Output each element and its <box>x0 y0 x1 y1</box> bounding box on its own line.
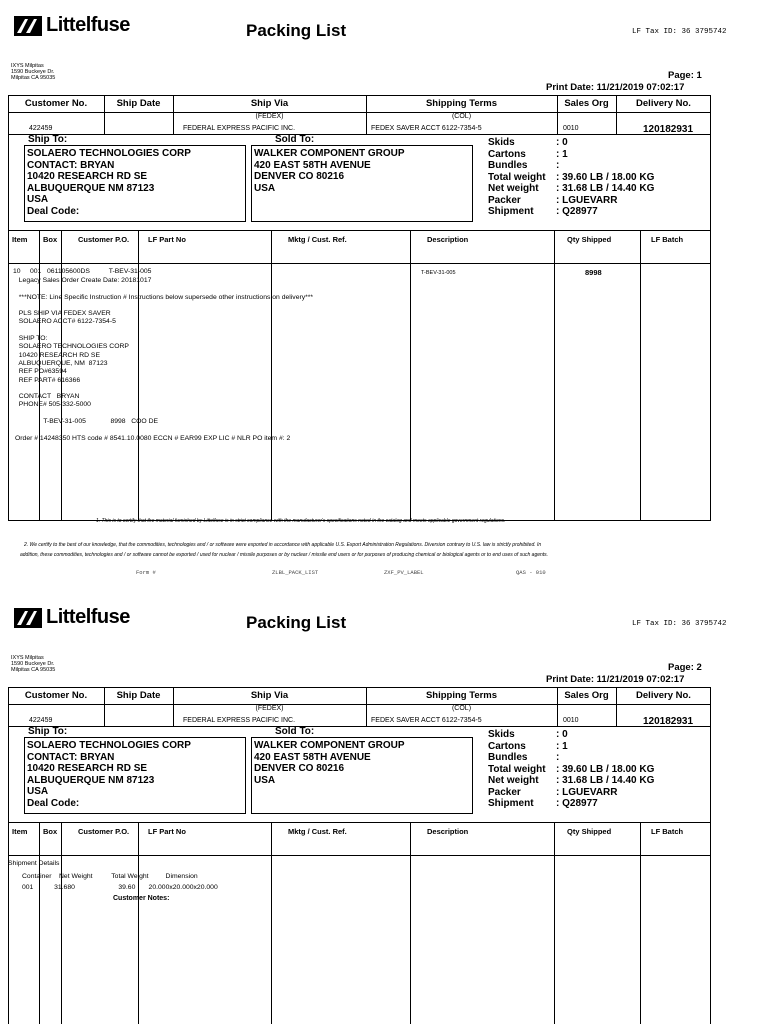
info-key: Total weight <box>488 171 546 183</box>
info-value: : 1 <box>556 740 568 752</box>
col-customer-po: Customer P.O. <box>78 235 130 244</box>
col-mktg-ref: Mktg / Cust. Ref. <box>288 827 347 836</box>
col-customer-po: Customer P.O. <box>78 827 130 836</box>
col-item: Item <box>12 827 28 836</box>
sold-to-line: 420 EAST 58TH AVENUE <box>254 751 371 763</box>
sender-line: Milpitas CA 95035 <box>11 75 56 81</box>
col-box: Box <box>43 827 58 836</box>
sales-org-value: 0010 <box>563 125 579 132</box>
ship-to-line: CONTACT: BRYAN <box>27 751 115 763</box>
ship-via-value: FEDERAL EXPRESS PACIFIC INC. <box>183 125 296 132</box>
company-name: Littelfuse <box>46 606 130 628</box>
littelfuse-logo-icon <box>14 608 42 628</box>
sold-to-label: Sold To: <box>275 726 315 737</box>
col-lf-part-no: LF Part No <box>148 235 186 244</box>
ship-to-line: Deal Code: <box>27 797 80 809</box>
sold-to-line: 420 EAST 58TH AVENUE <box>254 159 371 171</box>
info-key: Net weight <box>488 775 539 786</box>
col-ship-date: Ship Date <box>116 690 161 701</box>
ship-to-line: SOLAERO TECHNOLOGIES CORP <box>27 740 191 751</box>
col-description: Description <box>427 827 469 836</box>
col-delivery-no: Delivery No. <box>636 690 691 701</box>
page-number: Page: 2 <box>668 662 702 673</box>
page-2 <box>0 592 768 1024</box>
ship-to-label: Ship To: <box>28 134 68 145</box>
col-shipping-terms: Shipping Terms <box>425 690 498 701</box>
info-key: Total weight <box>488 763 546 775</box>
shipping-terms-value: FEDEX SAVER ACCT 6122-7354-5 <box>371 125 482 132</box>
info-value: : 31.68 LB / 14.40 KG <box>556 775 655 786</box>
tax-id: LF Tax ID: 36 3795742 <box>632 620 727 628</box>
littelfuse-logo-icon <box>14 16 42 36</box>
ship-to-line: ALBUQUERQUE NM 87123 <box>27 182 155 194</box>
ship-to-line: SOLAERO TECHNOLOGIES CORP <box>27 148 191 159</box>
shipping-terms-value: FEDEX SAVER ACCT 6122-7354-5 <box>371 717 482 724</box>
doc-title: Packing List <box>246 613 347 632</box>
sold-to-line: USA <box>254 182 276 194</box>
item-description: T-BEV-31-005 <box>421 270 456 276</box>
info-key: Packer <box>488 194 521 206</box>
ship-to-address <box>27 148 191 217</box>
footer-line-1: 1. This is to certify that the material furnished by Littelfuse is in strict compliance with the manufacturer's specifications noted in the catalog and meets applicable government regulations. <box>96 518 506 524</box>
shipment-info <box>488 729 654 810</box>
info-key: Shipment <box>488 206 534 217</box>
sold-to-address <box>254 740 405 786</box>
col-ship-via: Ship Via <box>250 690 289 701</box>
col-ship-via: Ship Via <box>250 98 289 109</box>
print-date: Print Date: 11/21/2019 07:02:17 <box>546 82 685 93</box>
info-value: : 0 <box>556 137 568 148</box>
info-key: Packer <box>488 786 521 798</box>
col-lf-batch: LF Batch <box>651 827 684 836</box>
form-label: Form # <box>136 569 156 576</box>
delivery-no-value: 120182931 <box>643 124 694 135</box>
info-value: : <box>556 752 560 763</box>
info-key: Shipment <box>488 798 534 809</box>
info-value: : Q28977 <box>556 206 598 217</box>
info-key: Skids <box>488 137 515 148</box>
shipment-details-columns: Container Net Weight Total Weight Dimension <box>22 873 198 880</box>
info-key: Net weight <box>488 183 539 194</box>
form-id-1: ZLBL_PACK_LIST <box>272 569 319 576</box>
info-value: : 39.60 LB / 18.00 KG <box>556 763 655 775</box>
sold-to-label: Sold To: <box>275 134 315 145</box>
col-delivery-no: Delivery No. <box>636 98 691 109</box>
item-notes: Legacy Sales Order Create Date: 20181017 ***NOTE: Line Specific Instruction # Instructions below supersede other instructions on delivery*** PLS SHIP VIA FEDEX SAVER SOLAERO ACCT# 6122-7354-5 SHIP TO: SOLAERO TECHNOLOGIES CORP 10420 RESEARCH RD SE ALBUQUERQUE, NM 87123 REF PO#63594 REF PART# 616366 CONTACT BRYAN PHONE# 505-332-5000 T-BEV-31-005 8998 COO DE Order # 14248350 HTS code # 8541.10.0080 ECCN # EAR99 EXP LIC # NLR PO item #: 2 <box>15 277 314 442</box>
company-logo <box>14 606 130 629</box>
item-qty: 8998 <box>585 268 602 277</box>
info-value: : <box>556 160 560 171</box>
footer-line-2: 2. We certify to the best of our knowledge, that the commodities, technologies and / or software were exported in accordance with applicable U.S. Export Administration Regulations. Diversion contrary to U.S. law is strictly prohibited. In <box>24 542 542 548</box>
footer-line-3: addition, these commodities, technologies and / or software cannot be exported / used for nuclear / missile purposes or by nuclear / missile end users or for purposes of producing chemical or biological agents or to end uses of such agents. <box>20 552 549 558</box>
shipment-info <box>488 137 654 218</box>
shipment-details-row: 001 31.680 39.60 20.000x20.000x20.000 <box>22 884 218 891</box>
col-qty-shipped: Qty Shipped <box>567 235 612 244</box>
info-key: Cartons <box>488 740 526 752</box>
doc-title: Packing List <box>246 21 347 40</box>
col-qty-shipped: Qty Shipped <box>567 827 612 836</box>
sender-line: 1590 Buckeye Dr. <box>11 661 55 667</box>
col-lf-part-no: LF Part No <box>148 827 186 836</box>
sender-line: Milpitas CA 95035 <box>11 667 56 673</box>
ship-to-line: CONTACT: BRYAN <box>27 159 115 171</box>
terms-code: (COL) <box>451 113 472 120</box>
ship-to-line: 10420 RESEARCH RD SE <box>27 171 148 182</box>
col-lf-batch: LF Batch <box>651 235 684 244</box>
info-value: : LGUEVARR <box>556 194 618 206</box>
info-value: : 1 <box>556 148 568 160</box>
ship-via-value: FEDERAL EXPRESS PACIFIC INC. <box>183 717 296 724</box>
col-ship-date: Ship Date <box>116 98 161 109</box>
sender-line: 1590 Buckeye Dr. <box>11 69 55 75</box>
terms-code: (COL) <box>451 705 472 712</box>
info-key: Bundles <box>488 752 528 763</box>
form-id-3: QAS - 010 <box>516 569 546 576</box>
ship-via-code: (FEDEX) <box>255 113 284 120</box>
form-id-2: ZXF_PV_LABEL <box>384 569 424 576</box>
sold-to-line: USA <box>254 774 276 786</box>
sold-to-line: WALKER COMPONENT GROUP <box>254 740 405 751</box>
print-date: Print Date: 11/21/2019 07:02:17 <box>546 674 685 685</box>
ship-to-line: USA <box>27 786 49 797</box>
info-value: : 39.60 LB / 18.00 KG <box>556 171 655 183</box>
sender-address <box>11 63 55 81</box>
sold-to-line: WALKER COMPONENT GROUP <box>254 148 405 159</box>
sold-to-line: DENVER CO 80216 <box>254 763 345 774</box>
sender-line: IXYS Milpitas <box>11 655 44 661</box>
ship-via-code: (FEDEX) <box>255 705 284 712</box>
delivery-no-value: 120182931 <box>643 716 694 727</box>
info-value: : LGUEVARR <box>556 786 618 798</box>
col-item: Item <box>12 235 28 244</box>
shipment-details-title: Shipment Details <box>8 860 60 867</box>
ship-to-line: ALBUQUERQUE NM 87123 <box>27 774 155 786</box>
ship-to-line: 10420 RESEARCH RD SE <box>27 763 148 774</box>
col-customer-no: Customer No. <box>24 690 88 701</box>
sold-to-address <box>254 148 405 194</box>
sold-to-line: DENVER CO 80216 <box>254 171 345 182</box>
sales-org-value: 0010 <box>563 717 579 724</box>
ship-to-line: USA <box>27 194 49 205</box>
info-key: Bundles <box>488 160 528 171</box>
sender-address <box>11 655 55 673</box>
col-customer-no: Customer No. <box>24 98 88 109</box>
info-key: Skids <box>488 729 515 740</box>
info-value: : 0 <box>556 729 568 740</box>
ship-to-label: Ship To: <box>28 726 68 737</box>
col-sales-org: Sales Org <box>564 98 609 109</box>
company-logo <box>14 14 130 37</box>
customer-no-value: 422459 <box>29 717 53 724</box>
item-row: 10 001 061105600DS T-BEV-31-005 <box>13 268 152 275</box>
company-name: Littelfuse <box>46 14 130 36</box>
ship-to-line: Deal Code: <box>27 205 80 217</box>
customer-notes-label: Customer Notes: <box>113 895 170 902</box>
customer-no-value: 422459 <box>29 125 53 132</box>
tax-id: LF Tax ID: 36 3795742 <box>632 28 727 36</box>
col-shipping-terms: Shipping Terms <box>425 98 498 109</box>
col-sales-org: Sales Org <box>564 690 609 701</box>
ship-to-address <box>27 740 191 809</box>
col-mktg-ref: Mktg / Cust. Ref. <box>288 235 347 244</box>
col-box: Box <box>43 235 58 244</box>
sender-line: IXYS Milpitas <box>11 63 44 69</box>
info-key: Cartons <box>488 148 526 160</box>
col-description: Description <box>427 235 469 244</box>
info-value: : 31.68 LB / 14.40 KG <box>556 183 655 194</box>
info-value: : Q28977 <box>556 798 598 809</box>
page-number: Page: 1 <box>668 70 702 81</box>
